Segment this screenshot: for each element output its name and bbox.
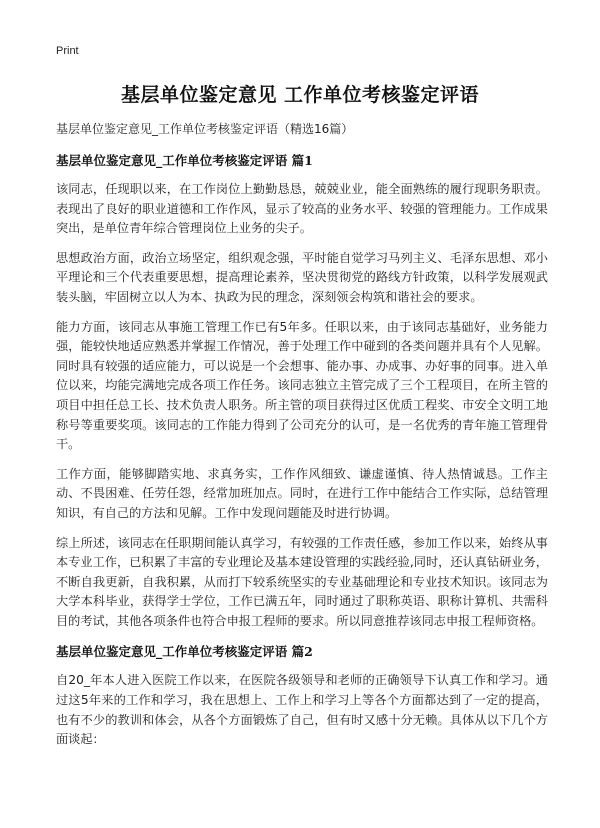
document-title: 基层单位鉴定意见 工作单位考核鉴定评语 (120, 84, 480, 106)
paragraph: 综上所述，该同志在任职期间能认真学习，有较强的工作责任感，参加工作以来，始终从事本专业工作，已积累了丰富的专业理论及基本建设管理的实践经验,同时，还认真钻研业务，不断自我更新，自我积累，从而打下较系统坚实的专业基础理论和专业技术知识。该同志为大学本科毕业，获得学士学位，工作已满五年，同时通过了职称英语、职称计算机、共需科目的考试，其他各项条件也符合申报工程师的要求。所以同意推荐该同志申报工程师资格。 (56, 535, 548, 628)
section-heading: 基层单位鉴定意见_工作单位考核鉴定评语 篇2 (56, 644, 313, 660)
paragraph: 自20_年本人进入医院工作以来，在医院各级领导和老师的正确领导下认真工作和学习。通过这5年来的工作和学习，我在思想上、工作上和学习上等各个方面都达到了一定的提高，也有不少的教训和体会，从各个方面锻炼了自己，但有时又感十分无赖。具体从以下几个方面谈起： (56, 673, 548, 747)
paragraph: 该同志，任现职以来，在工作岗位上勤勤恳恳，兢兢业业，能全面熟练的履行现职务职责。表现出了良好的职业道德和工作作风，显示了较高的业务水平、较强的管理能力。工作成果突出，是单位青年综合管理岗位上业务的尖子。 (56, 182, 548, 236)
paragraph: 能力方面，该同志从事施工管理工作已有5年多。任职以来，由于该同志基础好，业务能力强，能较快地适应熟悉并掌握工作情况，善于处理工作中碰到的各类问题并具有个人见解。同时具有较强的适应能力，可以说是一个会想事、能办事、办成事、办好事的同事。进入单位以来，均能完满地完成各项工作任务。该同志独立主管完成了三个工程项目，在所主管的项目中担任总工长、技术负责人职务。所主管的项目获得过区优质工程奖、市安全文明工地称号等重要奖项。该同志的工作能力得到了公司充分的认可，是一名优秀的青年施工管理骨干。 (56, 319, 548, 452)
print-link[interactable]: Print (56, 45, 79, 57)
section-2 (56, 643, 548, 749)
paragraph: 工作方面，能够脚踏实地、求真务实，工作作风细致、谦虚谨慎、待人热情诚恳。工作主动、不畏困难、任劳任怨，经常加班加点。同时，在进行工作中能结合工作实际，总结管理知识，有自己的方法和见解。工作中发现问题能及时进行协调。 (56, 466, 548, 520)
section-heading: 基层单位鉴定意见_工作单位考核鉴定评语 篇1 (56, 153, 313, 168)
document-body (56, 148, 548, 760)
document-subtitle: 基层单位鉴定意见_工作单位考核鉴定评语（精选16篇） (56, 122, 354, 136)
section-1 (56, 152, 548, 631)
paragraph: 思想政治方面，政治立场坚定，组织观念强，平时能自觉学习马列主义、毛泽东思想、邓小平理论和三个代表重要思想，提高理论素养，坚决贯彻党的路线方针政策，以科学发展观武装头脑，牢固树立以人为本、执政为民的理念，深刻领会构筑和谐社会的要求。 (56, 250, 548, 304)
